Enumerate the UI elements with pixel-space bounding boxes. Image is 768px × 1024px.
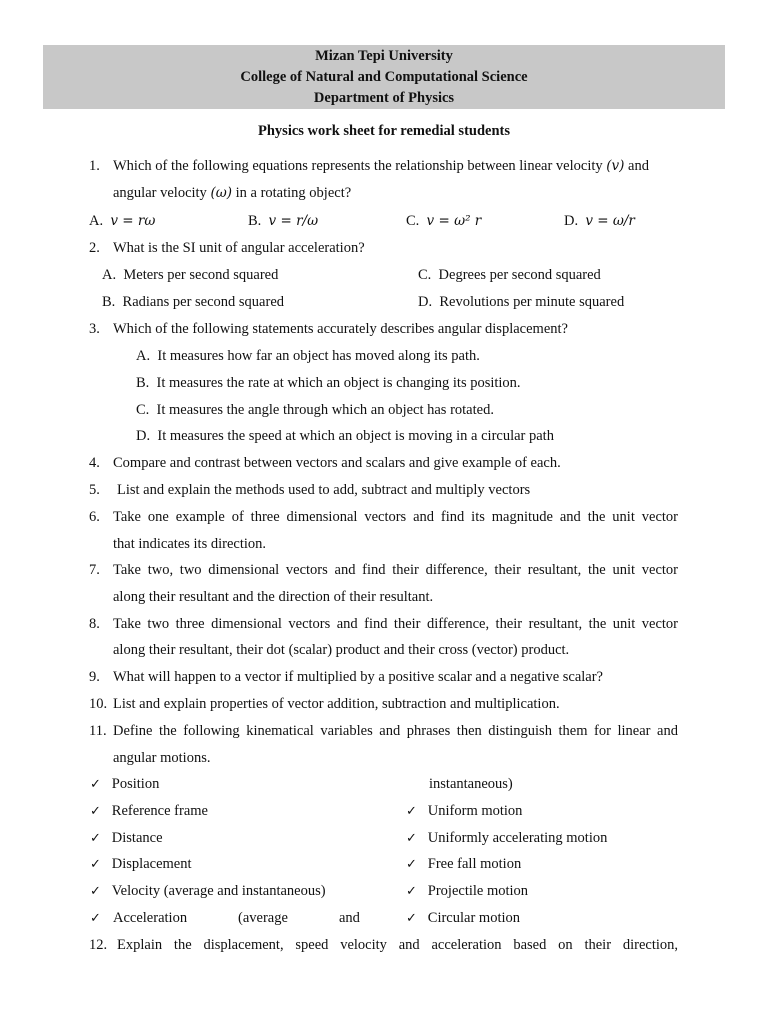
checklist-item: ✓ Projectile motion [406, 883, 529, 899]
q1-option-b: B. v = r/ω [248, 213, 319, 229]
checkmark-icon: ✓ [406, 804, 417, 819]
question-1-line-1: Which of the following equations represents the relationship between linear velocity (v) and [113, 158, 649, 174]
checkmark-icon: ✓ [90, 884, 101, 899]
q2-option-a: A. Meters per second squared [102, 267, 279, 283]
question-number: 7. [89, 562, 100, 578]
question-12-line-1: Explain the displacement, speed velocity and acceleration based on their direction, [117, 937, 678, 953]
checkmark-icon: ✓ [406, 884, 417, 899]
q3-option-b: B. It measures the rate at which an object is changing its position. [136, 375, 521, 391]
question-7-line-1: Take two, two dimensional vectors and find their difference, their resultant, the unit vector [113, 562, 678, 578]
question-2-text: What is the SI unit of angular acceleration? [113, 240, 365, 256]
question-11-line-2: angular motions. [113, 750, 211, 766]
question-4-text: Compare and contrast between vectors and scalars and give example of each. [113, 455, 561, 471]
checkmark-icon: ✓ [406, 911, 417, 926]
checklist-item: ✓ Velocity (average and instantaneous) [90, 883, 326, 899]
acceleration-word: (average [238, 910, 288, 926]
question-6-line-1: Take one example of three dimensional vectors and find its magnitude and the unit vector [113, 509, 678, 525]
linear-velocity-symbol: (v) [606, 158, 625, 174]
checklist-item: ✓ Free fall motion [406, 856, 522, 872]
question-7-line-2: along their resultant and the direction of their resultant. [113, 589, 434, 605]
question-number: 11. [89, 723, 107, 739]
question-number: 4. [89, 455, 100, 471]
checklist-item: ✓ Uniformly accelerating motion [406, 830, 608, 846]
checklist-item: ✓ Position [90, 776, 160, 792]
checklist-item: ✓ Displacement [90, 856, 192, 872]
question-number: 12. [89, 937, 108, 953]
question-6-line-2: that indicates its direction. [113, 536, 267, 552]
question-5-text: List and explain the methods used to add, subtract and multiply vectors [117, 482, 531, 498]
question-10-text: List and explain properties of vector addition, subtraction and multiplication. [113, 696, 560, 712]
question-number: 2. [89, 240, 100, 256]
checkmark-icon: ✓ [90, 857, 101, 872]
worksheet-title: Physics work sheet for remedial students [258, 123, 510, 139]
checklist-item [90, 909, 101, 928]
q1-option-a: A. v = rω [89, 213, 156, 229]
acceleration-word: and [339, 910, 360, 926]
q2-option-b: B. Radians per second squared [102, 294, 285, 310]
q3-option-d: D. It measures the speed at which an object is moving in a circular path [136, 428, 554, 444]
document-header [43, 45, 725, 109]
checklist-item: ✓ Circular motion [406, 910, 520, 926]
angular-velocity-symbol: (ω) [210, 185, 232, 201]
question-1-line-2: angular velocity (ω) in a rotating object? [113, 185, 352, 201]
question-number: 6. [89, 509, 100, 525]
question-number: 8. [89, 616, 100, 632]
q3-option-a: A. It measures how far an object has moved along its path. [136, 348, 480, 364]
q1-option-d: D. v = ω/r [564, 213, 635, 229]
question-11-line-1: Define the following kinematical variables and phrases then distinguish them for linear and [113, 723, 678, 739]
checkmark-icon: ✓ [90, 911, 101, 926]
question-number: 5. [89, 482, 100, 498]
question-8-line-1: Take two three dimensional vectors and find their difference, their resultant, the unit vector [113, 616, 678, 632]
question-3-text: Which of the following statements accurately describes angular displacement? [113, 321, 568, 337]
checkmark-icon: ✓ [90, 777, 101, 792]
checklist-item: ✓ Reference frame [90, 803, 208, 819]
question-number: 9. [89, 669, 100, 685]
q1-option-c: C. v = ω² r [406, 213, 482, 229]
college-name: College of Natural and Computational Science [240, 69, 528, 85]
checkmark-icon: ✓ [406, 857, 417, 872]
checklist-item: ✓ Uniform motion [406, 803, 523, 819]
checkmark-icon: ✓ [90, 804, 101, 819]
university-name: Mizan Tepi University [315, 48, 453, 64]
q2-option-d: D. Revolutions per minute squared [418, 294, 625, 310]
department-name: Department of Physics [313, 90, 455, 106]
checklist-continuation: instantaneous) [429, 776, 513, 792]
question-number: 3. [89, 321, 100, 337]
checkmark-icon: ✓ [406, 831, 417, 846]
question-number: 1. [89, 158, 100, 174]
checkmark-icon: ✓ [90, 831, 101, 846]
checklist-item: ✓ Distance [90, 830, 163, 846]
question-number: 10. [89, 696, 108, 712]
acceleration-word: Acceleration [113, 910, 188, 926]
q3-option-c: C. It measures the angle through which an object has rotated. [136, 402, 494, 418]
question-9-text: What will happen to a vector if multiplied by a positive scalar and a negative scalar? [113, 669, 603, 685]
question-8-line-2: along their resultant, their dot (scalar) product and their cross (vector) product. [113, 642, 570, 658]
q2-option-c: C. Degrees per second squared [418, 267, 601, 283]
